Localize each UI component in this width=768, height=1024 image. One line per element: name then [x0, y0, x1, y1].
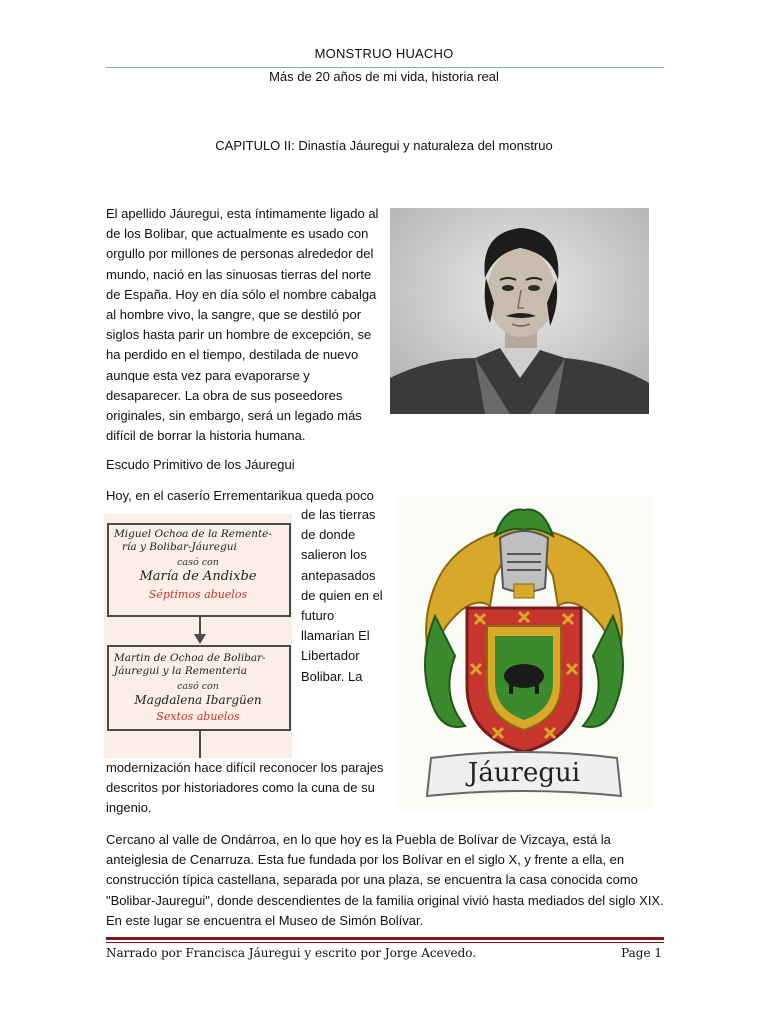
- jauregui-coat-of-arms-image: [395, 496, 653, 810]
- narrow-line: antepasados: [301, 567, 376, 583]
- intro-paragraph: El apellido Jáuregui, esta íntimamente ligado al de los Bolibar, que actualmente es usado con orgullo por millones de personas alrededor del mundo, nació en las sinuosas tierras del norte de España. Hoy en día sólo el nombre cabalga al hombre vivo, la sangre, que se destiló por siglos hasta parir un hombre de excepción, se ha perdido en el tiempo, destilada de nuevo aunque esta vez para evaporarse y desaparecer. La obra de sus poseedores originales, sin embargo, será un legado más difícil de borrar la historia humana.: [106, 206, 379, 444]
- crest-banner-text: Jáuregui: [467, 758, 581, 788]
- footer-divider-thick: [106, 937, 664, 940]
- tree-box1-generation: Séptimos abuelos: [148, 588, 248, 601]
- narrow-line: Bolibar. La: [301, 668, 363, 684]
- narrow-line: de quien en el: [301, 587, 383, 603]
- narrow-text-column: [301, 505, 391, 687]
- narrow-line: futuro: [301, 608, 335, 624]
- tree-box2-caso: casó con: [177, 681, 219, 692]
- tree-box2-generation: Sextos abuelos: [156, 710, 240, 723]
- tree-box1-line1: Miguel Ochoa de la Remente-: [114, 528, 272, 540]
- narrow-line: salieron los: [301, 547, 367, 563]
- narrow-line: Libertador: [301, 648, 360, 664]
- tree-box1-name: [114, 528, 286, 554]
- tree-box1-spouse: María de Andixbe: [139, 569, 257, 584]
- narrow-line: llamarían El: [301, 628, 370, 644]
- chapter-heading: CAPITULO II: Dinastía Jáuregui y naturaleza del monstruo: [215, 138, 553, 153]
- tree-box2-spouse: Magdalena Ibargüen: [134, 693, 262, 707]
- document-subtitle: Más de 20 años de mi vida, historia real: [269, 69, 499, 84]
- tree-box2-name: [114, 652, 288, 678]
- footer-credit: Narrado por Francisca Jáuregui y escrito por Jorge Acevedo.: [106, 946, 477, 960]
- document-title: MONSTRUO HUACHO: [314, 46, 454, 61]
- header-divider: [106, 67, 664, 68]
- tree-box1-line2: ría y Bolibar-Jáuregui: [122, 541, 237, 553]
- tree-box2-line2: Jáuregui y la Rementeria: [114, 665, 247, 677]
- cenarruza-paragraph: Cercano al valle de Ondárroa, en lo que hoy es la Puebla de Bolívar de Vizcaya, está la anteiglesia de Cenarruza. Esta fue fundada por los Bolívar en el siglo X, y frente a ella, en construcción típica castellana, separada por una plaza, se encuentra la casa conocida como "Bolibar-Jauregui", donde descendientes de la familia original vivió hasta mediados del siglo XIX. En este lugar se encuentra el Museo de Simón Bolívar.: [106, 832, 664, 928]
- page-number: Page 1: [621, 946, 662, 960]
- hoy-line: Hoy, en el caserío Errementarikua queda poco: [106, 488, 374, 503]
- bolivar-portrait-image: [390, 208, 649, 414]
- narrow-line: de las tierras: [301, 507, 376, 522]
- tree-box1-caso: casó con: [177, 557, 219, 568]
- escudo-caption: Escudo Primitivo de los Jáuregui: [106, 457, 295, 472]
- narrow-line: de donde: [301, 527, 356, 543]
- modernizacion-paragraph: modernización hace difícil reconocer los parajes descritos por historiadores como la cuna de su ingenio.: [106, 760, 384, 816]
- tree-box2-line1: Martin de Ochoa de Bolibar-: [114, 652, 266, 664]
- footer-divider-thin: [106, 942, 664, 943]
- family-tree-image: [104, 514, 292, 758]
